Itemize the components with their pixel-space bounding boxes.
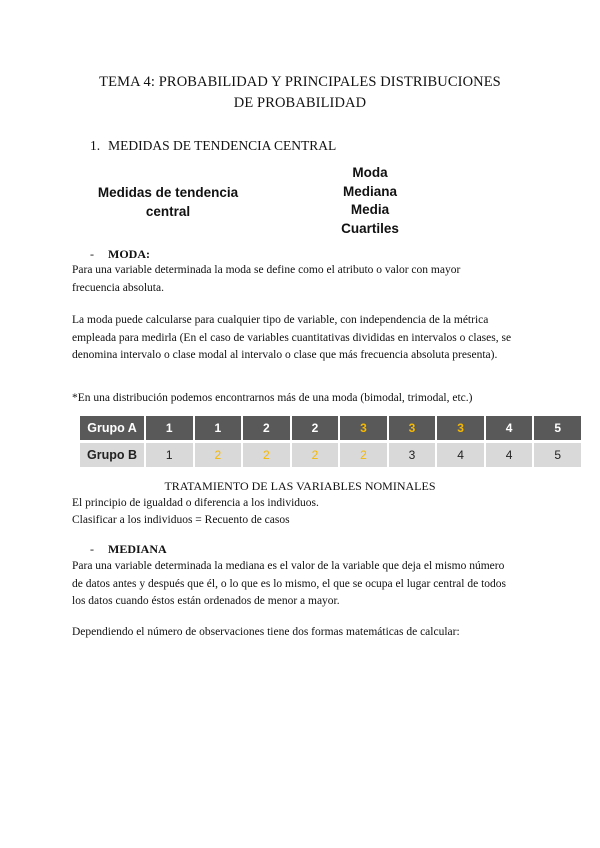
table-cell: 3 <box>388 442 437 468</box>
concept-label-line2: central <box>145 204 191 219</box>
table-row-grupo-a <box>80 416 582 442</box>
table-cell: 2 <box>291 416 340 442</box>
table-cell-mode: 2 <box>242 442 291 468</box>
table-cell-mode: 2 <box>339 442 388 468</box>
table-cell: 1 <box>145 442 194 468</box>
concept-item-cuartiles: Cuartiles <box>341 220 399 236</box>
table-cell: 1 <box>194 416 243 442</box>
moda-heading <box>90 247 150 262</box>
table-cell-mode: 3 <box>339 416 388 442</box>
concept-label-line1: Medidas de tendencia <box>97 185 239 200</box>
moda-paragraph-1: Para una variable determinada la moda se define como el atributo o valor con mayor frecuencia absoluta. <box>72 264 461 294</box>
table-cell: 4 <box>485 416 534 442</box>
section-heading <box>90 138 336 154</box>
group-table <box>80 416 583 467</box>
moda-paragraph-3: *En una distribución podemos encontrarnos más de una moda (bimodal, trimodal, etc.) <box>72 392 473 404</box>
table-cell-mode: 2 <box>194 442 243 468</box>
mediana-heading <box>90 542 167 557</box>
table-cell: 2 <box>242 416 291 442</box>
moda-paragraph-2: La moda puede calcularse para cualquier tipo de variable, con independencia de la métrica empleada para medirla (En el caso de variables cuantitativas divididas en intervalos o clases, se denomina intervalo o clase modal al intervalo o clase que más frecuencia absoluta presenta). <box>72 314 512 361</box>
table-row-grupo-b <box>80 442 582 468</box>
nominales-line-1: El principio de igualdad o diferencia a los individuos. <box>72 497 319 509</box>
page-title-line2: DE PROBABILIDAD <box>233 95 367 111</box>
row-label: Grupo A <box>80 416 145 442</box>
concept-label <box>80 183 256 221</box>
page-title <box>0 72 600 114</box>
concept-item-mediana: Mediana <box>342 183 397 199</box>
row-label: Grupo B <box>80 442 145 468</box>
table-cell: 4 <box>436 442 485 468</box>
table-cell-mode: 2 <box>291 442 340 468</box>
section-number: 1. <box>90 138 101 153</box>
table-cell: 1 <box>145 416 194 442</box>
table-cell: 4 <box>485 442 534 468</box>
concept-list <box>320 164 420 238</box>
nominales-heading: TRATAMIENTO DE LAS VARIABLES NOMINALES <box>164 479 436 493</box>
mediana-paragraph-1: Para una variable determinada la mediana es el valor de la variable que deja el mismo número de datos antes y después que él, o lo que es lo mismo, el que se ocupa el lugar central de todos los datos cuando éstos están ordenados de menor a mayor. <box>72 560 507 607</box>
table-cell: 5 <box>533 442 582 468</box>
table-cell-mode: 3 <box>436 416 485 442</box>
concept-item-moda: Moda <box>352 165 388 180</box>
concept-item-media: Media <box>350 202 390 217</box>
mediana-paragraph-2: Dependiendo el número de observaciones tiene dos formas matemáticas de calcular: <box>72 626 460 638</box>
mediana-heading-text: MEDIANA <box>108 542 167 556</box>
bullet-dash: - <box>90 542 94 556</box>
table-cell-mode: 3 <box>388 416 437 442</box>
table-cell: 5 <box>533 416 582 442</box>
bullet-dash: - <box>90 247 94 261</box>
section-title: MEDIDAS DE TENDENCIA CENTRAL <box>108 138 337 153</box>
moda-heading-text: MODA: <box>108 247 150 261</box>
page-title-line1: TEMA 4: PROBABILIDAD Y PRINCIPALES DISTRIBUCIONES <box>99 74 501 90</box>
nominales-line-2: Clasificar a los individuos = Recuento de casos <box>72 514 290 526</box>
